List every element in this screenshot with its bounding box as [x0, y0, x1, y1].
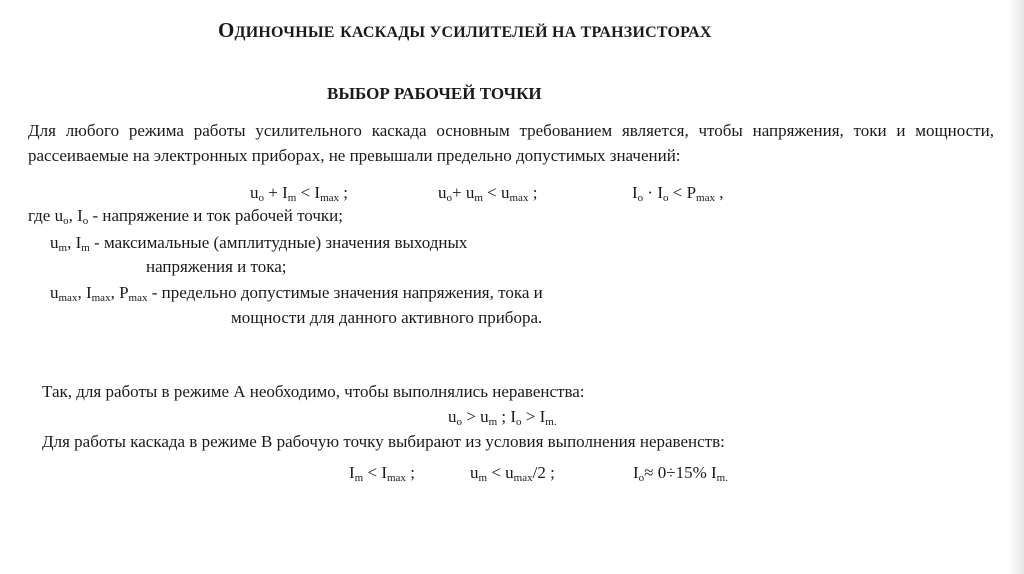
formula-mode-a: $u_o > u_m$ ; $I_o > I_{m.}$	[448, 407, 557, 428]
definition-line-5: мощности для данного активного прибора.	[231, 308, 543, 327]
definition-line-4: $u_{max}$, $I_{max}$, $P_{max}$ - предельно допустимые значения напряжения, тока и	[50, 283, 543, 304]
intro-paragraph: Для любого режима работы усилительного каскада основным требованием является, чтобы напряжения, токи и мощности, рассеиваемые на электронных приборах, не превышали предельно допустимых значений:	[28, 121, 994, 165]
mode-a-text: Так, для работы в режиме А необходимо, чтобы выполнялись неравенства:	[42, 382, 585, 401]
mode-b-text: Для работы каскада в режиме В рабочую точку выбирают из условия выполнения неравенств:	[42, 432, 725, 451]
page-edge-shadow	[1008, 0, 1024, 574]
formula-2b: $u_m < u_{max}/2$ ;	[470, 463, 555, 484]
definition-line-1: где $u_o$, $I_o$ - напряжение и ток рабочей точки;	[28, 206, 343, 227]
page-title: ОДИНОЧНЫЕ КАСКАДЫ УСИЛИТЕЛЕЙ НА ТРАНЗИСТОРАХ	[218, 18, 712, 42]
formula-2a: $I_m < I_{max}$ ;	[349, 463, 415, 484]
formula-1a: $u_o + I_m < I_{max}$ ;	[250, 183, 348, 204]
formula-1c: $I_o \cdot I_o < P_{max}$ ,	[632, 183, 724, 204]
definition-line-3: напряжения и тока;	[146, 257, 287, 276]
formula-1b: $u_o+ u_m < u_{max}$ ;	[438, 183, 538, 204]
formula-2c: $I_o\approx 0\div 15\%$ $I_{m.}$	[633, 463, 728, 484]
definition-line-2: $u_m$, $I_m$ - максимальные (амплитудные) значения выходных	[50, 233, 468, 254]
section-subtitle: ВЫБОР РАБОЧЕЙ ТОЧКИ	[327, 84, 542, 103]
